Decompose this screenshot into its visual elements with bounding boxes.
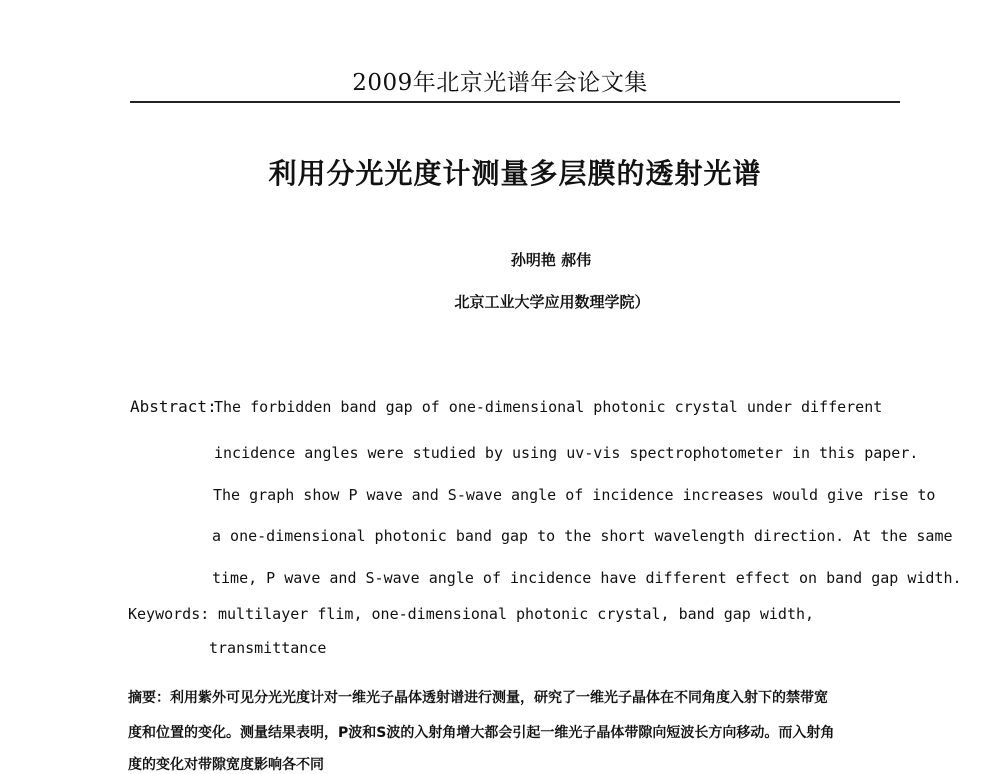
- paper-title: 利用分光光度计测量多层膜的透射光谱: [268, 157, 762, 190]
- header-rule: [130, 101, 900, 103]
- abstract-line: a one-dimensional photonic band gap to the short wavelength direction. At the same: [212, 527, 953, 545]
- chinese-abstract-line: 摘要：利用紫外可见分光光度计对一维光子晶体透射谱进行测量，研究了一维光子晶体在不同角度入射下的禁带宽: [128, 690, 828, 706]
- abstract-line: incidence angles were studied by using uv-vis spectrophotometer in this paper.: [214, 444, 919, 462]
- chinese-abstract-line: 度和位置的变化。测量结果表明，P波和S波的入射角增大都会引起一维光子晶体带隙向短波长方向移动。而入射角: [128, 725, 835, 741]
- abstract-line: The forbidden band gap of one-dimensional photonic crystal under different: [214, 398, 883, 416]
- authors: 孙明艳 郝伟: [510, 251, 592, 269]
- keywords-line: transmittance: [209, 639, 327, 657]
- chinese-abstract-line: 度的变化对带隙宽度影响各不同: [128, 757, 324, 773]
- abstract-label: Abstract:: [130, 397, 217, 416]
- running-header: 2009年北京光谱年会论文集: [352, 70, 648, 96]
- abstract-line: time, P wave and S-wave angle of incidence have different effect on band gap width.: [212, 569, 962, 587]
- keywords-label: Keywords:: [128, 605, 210, 623]
- affiliation: 北京工业大学应用数理学院）: [454, 293, 650, 311]
- abstract-line: The graph show P wave and S-wave angle of incidence increases would give rise to: [213, 486, 936, 504]
- keywords-line: multilayer flim, one-dimensional photonic crystal, band gap width,: [218, 605, 815, 623]
